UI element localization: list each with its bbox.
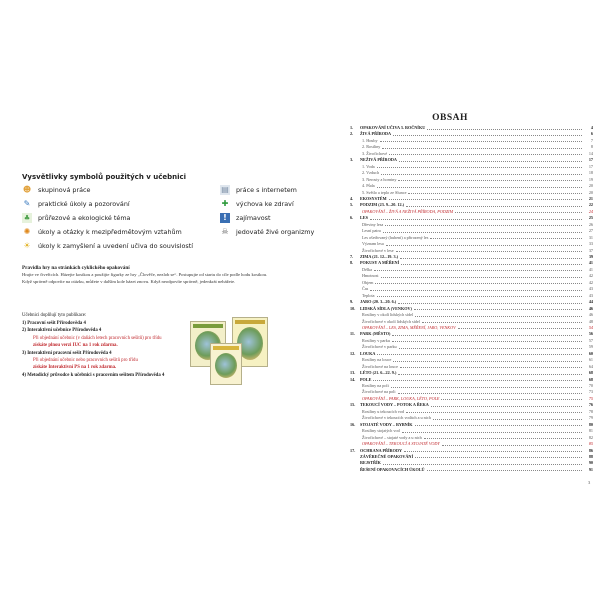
toc-label: OPAKOVÁNÍ – PARK, LOUKA, LÉTO, POLE	[362, 395, 440, 401]
publication-line: 3) Interaktivní pracovní sešit Přírodověda 4	[22, 350, 112, 356]
toc-row	[350, 228, 593, 234]
toc-row	[350, 325, 593, 331]
toc-leader-dots	[400, 254, 582, 259]
toc-leader-dots	[370, 215, 582, 220]
eco-topic-icon: ♣	[23, 214, 31, 222]
toc-label: 2. Vzduch	[362, 170, 380, 176]
toc-page-number: 70	[588, 383, 593, 388]
health-cross-icon: ✚	[221, 199, 229, 208]
toc-label: Živočichové v lese	[362, 247, 394, 253]
toc-label: Živočichové v parku	[362, 344, 397, 350]
toc-leader-dots	[398, 370, 582, 375]
toc-page-number: 17	[588, 157, 593, 163]
toc-page-number: 76	[588, 402, 593, 408]
toc-number: 2.	[350, 131, 354, 137]
toc-label: Rostliny v parku	[362, 337, 390, 343]
toc-label: Živočichové v okolí lidských sídel	[362, 318, 420, 324]
right-page	[300, 0, 600, 600]
toc-label: ŘEŠENÍ OPAKOVACÍCH ÚKOLŮ	[360, 466, 425, 472]
book-cover-guide	[210, 343, 242, 385]
toc-page-number: 57	[588, 337, 593, 343]
legend-item	[22, 226, 182, 238]
toc-label: POKUSY A MĚŘENÍ	[360, 260, 400, 266]
toc-number: 16.	[350, 421, 356, 427]
toc-leader-dots	[377, 163, 582, 168]
toc-page-number: 64	[588, 363, 593, 369]
practical-tasks-icon: ✎	[23, 199, 31, 208]
toc-row	[350, 280, 593, 286]
toc-leader-dots	[415, 312, 582, 317]
toc-leader-dots	[399, 157, 582, 162]
toc-number: 6.	[350, 215, 354, 221]
toc-leader-dots	[375, 279, 582, 284]
toc-page-number: 20	[588, 189, 593, 195]
toc-row	[350, 254, 593, 260]
toc-leader-dots	[377, 292, 583, 297]
legend-label: práce s internetem	[236, 186, 297, 194]
toc-label: Živočichové – stojaté vody a u nich	[362, 434, 422, 440]
toc-leader-dots	[386, 241, 582, 246]
toc-label: Hmotnost	[362, 273, 379, 279]
toc-number: 1.	[350, 125, 354, 130]
toc-row	[350, 435, 593, 441]
toc-label: POLE	[360, 376, 372, 382]
toc-leader-dots	[393, 357, 582, 362]
toc-leader-dots	[389, 195, 582, 200]
toc-row	[350, 248, 593, 254]
toc-row	[350, 331, 593, 337]
toc-label: Čas	[362, 286, 369, 292]
toc-label: 1. Houby	[362, 137, 378, 143]
rules-text: Hrajte ve čtveřicích. Házejte kostkou a použijte figurky ze hry „Člověče, nezlob se“. Postupujte od startu do cíle podle hodu kostkou. Když správně odpovíte na otázku, můžete v dalším kole házet znovu. Když neodpovíte správně, jedenkrát nehážete.	[22, 272, 268, 284]
toc-label: Lesní patra	[362, 228, 381, 234]
toc-page-number: 25	[588, 215, 593, 221]
toc-leader-dots	[455, 208, 582, 213]
reflection-icon: ☀	[23, 241, 31, 250]
toc-row	[350, 364, 593, 370]
toc-page-number: 19	[588, 176, 593, 182]
toc-label: Teplota	[362, 292, 375, 298]
toc-leader-dots	[406, 408, 582, 413]
toc-page-number: 31	[588, 234, 593, 240]
toc-row	[350, 389, 593, 395]
toc-row	[350, 241, 593, 247]
toc-label: LIDSKÁ SÍDLA (VENKOV)	[360, 305, 412, 311]
toc-row	[350, 306, 593, 312]
legend-item	[220, 212, 271, 224]
toc-page-number: 86	[588, 447, 593, 453]
toc-row	[350, 396, 593, 402]
toc-leader-dots	[392, 331, 582, 336]
toc-row	[350, 286, 593, 292]
toc-page-number: 44	[588, 299, 593, 305]
toc-leader-dots	[392, 337, 582, 342]
toc-page-number: 43	[588, 292, 593, 298]
toc-label: ZÁVĚREČNÉ OPAKOVÁNÍ	[360, 453, 414, 459]
legend-item	[220, 198, 294, 210]
toc-row	[350, 422, 593, 428]
toc-label: OPAKOVÁNÍ UČIVA 3. ROČNÍKU	[360, 125, 426, 130]
toc-row	[350, 441, 593, 447]
toc-row	[350, 454, 593, 460]
toc-page-number: 39	[588, 254, 593, 259]
toc-label: Rostliny na poli	[362, 383, 389, 388]
legend-item	[22, 198, 130, 210]
toc-label: Les ošetřovaný (hubení) a přirozený les	[362, 234, 429, 240]
toc-label: LES	[360, 215, 368, 221]
toc-label: Význam lesa	[362, 241, 384, 247]
toc-row	[350, 260, 593, 266]
toc-number: 14.	[350, 376, 356, 382]
toc-number: 15.	[350, 402, 356, 408]
toc-leader-dots	[404, 447, 582, 452]
toc-label: OPAKOVÁNÍ – ŽIVÁ A NEŽIVÁ PŘÍRODA, PODZIM	[362, 208, 454, 214]
toc-page-number: 46	[588, 305, 593, 311]
toc-row	[350, 235, 593, 241]
toc-page-number: 80	[588, 421, 593, 427]
toc-leader-dots	[415, 453, 582, 458]
publication-line: Při objednání učebnic (v daňách letech pracovních sešitů) pro třídu	[33, 335, 162, 341]
fun-fact-icon: !	[220, 213, 230, 223]
toc-page-number: 68	[588, 376, 593, 382]
toc-label: 2. Rostliny	[362, 144, 381, 150]
legend-label: praktické úkoly a pozorování	[38, 200, 130, 208]
legend-label: výchova ke zdraví	[236, 200, 294, 208]
toc-page-number: 81	[588, 428, 593, 434]
toc-page-number: 7	[590, 137, 593, 143]
group-work-icon: ☻	[22, 185, 32, 194]
toc-row	[350, 202, 593, 208]
toc-number: 5.	[350, 202, 354, 208]
toc-row	[350, 357, 593, 363]
legend-label: úkoly k zamyšlení a uvedení učiva do souvislostí	[38, 242, 194, 250]
toc-leader-dots	[370, 286, 582, 291]
toc-row	[350, 402, 593, 408]
toc-leader-dots	[442, 441, 582, 446]
toc-page-number: 41	[588, 266, 593, 272]
book-covers-image	[190, 317, 282, 387]
toc-leader-dots	[381, 170, 582, 175]
toc-leader-dots	[433, 415, 582, 420]
toc-leader-dots	[374, 266, 582, 271]
toc-label: 3. Živočichové	[362, 150, 388, 156]
toc-page-number: 37	[588, 247, 593, 253]
toc-leader-dots	[393, 131, 582, 136]
toc-label: 1. Voda	[362, 163, 375, 169]
toc-number: 7.	[350, 254, 354, 259]
toc-label: 3. Nerosty a horniny	[362, 176, 397, 182]
toc-label: Délka	[362, 266, 372, 272]
toc-row	[350, 299, 593, 305]
toc-page-number: 61	[588, 357, 593, 363]
toc-row	[350, 125, 593, 131]
toc-row	[350, 151, 593, 157]
toc-page-number: 21	[588, 195, 593, 201]
publication-line: 4) Metodický průvodce k učebnici s pracovním sešitem Přírodověda 4	[22, 372, 165, 378]
toc-row	[350, 164, 593, 170]
toc-leader-dots	[381, 273, 582, 278]
toc-label: PARK (MĚSTO)	[360, 331, 391, 337]
toc-leader-dots	[391, 383, 582, 388]
toc-page-number: 42	[588, 279, 593, 285]
publications-intro: Učebnici doplňují tyto publikace:	[22, 313, 87, 318]
toc-page-number: 73	[588, 389, 593, 395]
toc-row	[350, 215, 593, 221]
toc-number: 8.	[350, 260, 354, 266]
toc-label: Živočichové na louce	[362, 363, 399, 369]
toc-page-number: 46	[588, 312, 593, 318]
toc-leader-dots	[414, 305, 582, 310]
publication-line: 2) Interaktivní učebnice Přírodověda 4	[22, 328, 102, 334]
toc-label: Rostliny v okolí lidských sídel	[362, 312, 414, 318]
toc-row	[350, 415, 593, 421]
toc-leader-dots	[422, 318, 582, 323]
toc-page-number: 79	[588, 415, 593, 421]
toc-row	[350, 351, 593, 357]
publication-line: získáte Interaktivní PS na 1 rok zdarma.	[33, 365, 117, 371]
toc-row	[350, 131, 593, 137]
toc-leader-dots	[431, 402, 582, 407]
toc-row	[350, 144, 593, 150]
rules-title: Pravidla hry na stránkách cyklického opakování	[22, 265, 130, 271]
toc-page-number: 59	[588, 344, 593, 350]
toc-row	[350, 319, 593, 325]
toc-leader-dots	[402, 428, 582, 433]
toc-page-number: 54	[588, 324, 593, 330]
toc-row	[350, 377, 593, 383]
toc-row	[350, 183, 593, 189]
toc-page-number: 41	[588, 260, 593, 266]
toc-page-number: 48	[588, 318, 593, 324]
internet-icon: ▤	[221, 185, 229, 194]
toc-label: 4. Půda	[362, 183, 375, 189]
toc-label: Živočichové v tekoucích vodách a u nich	[362, 415, 431, 421]
toc-leader-dots	[385, 221, 582, 226]
publication-line: Při objednání učebnic nebo pracovních sešitů pro třídu	[33, 358, 138, 363]
toc-label: JARO (20. 3.–20. 6.)	[360, 299, 397, 305]
toc-leader-dots	[389, 150, 582, 155]
toc-row	[350, 209, 593, 215]
toc-row	[350, 267, 593, 273]
toc-leader-dots	[424, 434, 582, 439]
toc-page-number: 75	[588, 395, 593, 401]
toc-leader-dots	[427, 466, 582, 471]
toc-label: TEKOUCÍ VODY – POTOK A ŘEKA	[360, 402, 429, 408]
toc-page-number: 33	[588, 241, 593, 247]
toc-number: 9.	[350, 299, 354, 305]
toc-leader-dots	[383, 228, 582, 233]
toc-leader-dots	[399, 344, 582, 349]
publication-line: 1) Pracovní sešit Přírodověda 4	[22, 321, 86, 326]
toc-row	[350, 383, 593, 389]
toc-label: NEŽIVÁ PŘÍRODA	[360, 157, 397, 163]
toc-page-number: 90	[588, 460, 593, 466]
toc-row	[350, 177, 593, 183]
toc-number: 11.	[350, 331, 356, 337]
toc-label: OPAKOVÁNÍ – LES, ZIMA, MĚŘENÍ, JARO, VENKOV	[362, 324, 456, 330]
toc-leader-dots	[415, 421, 582, 426]
toc-number: 10.	[350, 305, 356, 311]
toc-page-number: 43	[588, 286, 593, 292]
toc-row	[350, 344, 593, 350]
legend-label: zajímavost	[236, 214, 271, 222]
toc-row	[350, 338, 593, 344]
toc-page-number: 17	[588, 163, 593, 169]
legend-label: skupinová práce	[38, 186, 91, 194]
toc-page-number: 85	[588, 441, 593, 447]
toc-leader-dots	[408, 189, 582, 194]
legend-label: průřezové a ekologické téma	[38, 214, 131, 222]
toc-leader-dots	[382, 144, 582, 149]
toc-leader-dots	[380, 137, 582, 142]
toc-label: LOUKA	[360, 350, 376, 356]
toc-row	[350, 222, 593, 228]
toc-label: PODZIM (23. 9.–20. 12.)	[360, 202, 405, 208]
toc-page-number: 68	[588, 370, 593, 376]
legend-label: jedovaté živé organizmy	[236, 228, 315, 236]
legend-item	[22, 240, 193, 252]
toc-row	[350, 370, 593, 376]
toc-label: OPAKOVÁNÍ – TEKOUCÍ A STOJATÉ VODY	[362, 441, 440, 447]
toc-page-number: 91	[588, 466, 593, 472]
toc-leader-dots	[430, 234, 582, 239]
toc-label: ŽIVÁ PŘÍRODA	[360, 131, 392, 137]
toc-row	[350, 196, 593, 202]
toc-number: 12.	[350, 350, 356, 356]
page-number: 3	[588, 480, 591, 485]
legend-label: úkoly a otázky k mezipředmětovým vztahům	[38, 228, 182, 236]
toc-leader-dots	[383, 460, 582, 465]
poison-skull-icon: ☠	[221, 227, 229, 236]
toc-leader-dots	[398, 389, 583, 394]
legend-item	[22, 184, 90, 196]
toc-page-number: 88	[588, 453, 593, 459]
toc-label: STOJATÉ VODY – RYBNÍK	[360, 421, 413, 427]
toc-number: 13.	[350, 370, 356, 376]
toc-page-number: 42	[588, 273, 593, 279]
interdisciplinary-icon: ✺	[23, 227, 31, 236]
toc-leader-dots	[398, 176, 582, 181]
toc-page-number: 22	[588, 202, 593, 208]
toc-label: Dřeviny lesa	[362, 221, 384, 227]
toc-label: REJSTŘÍK	[360, 460, 381, 466]
legend-item	[220, 184, 297, 196]
toc-page-number: 56	[588, 331, 593, 337]
toc-label: Rostliny u tekoucích vod	[362, 408, 404, 414]
toc-page-number: 26	[588, 221, 593, 227]
toc-row	[350, 428, 593, 434]
toc-row	[350, 312, 593, 318]
toc-row	[350, 170, 593, 176]
toc-row	[350, 448, 593, 454]
toc-number: 17.	[350, 447, 356, 453]
toc-label: Objem	[362, 279, 374, 285]
toc-leader-dots	[398, 299, 582, 304]
toc-leader-dots	[427, 125, 582, 130]
publication-line: získáte plnou verzi IUC na 1 rok zdarma.	[33, 343, 118, 349]
toc-row	[350, 467, 593, 473]
toc-page-number: 27	[588, 228, 593, 234]
toc-leader-dots	[406, 202, 582, 207]
toc-number: 4.	[350, 195, 354, 201]
toc-page-number: 20	[588, 183, 593, 189]
toc-label: OCHRANA PŘÍRODY	[360, 447, 402, 453]
toc-label: 5. Světlo a teplo ze Slunce	[362, 189, 407, 195]
toc-label: Živočichové na poli	[362, 389, 396, 395]
toc-label: EKOSYSTÉM	[360, 195, 387, 201]
toc-page-number: 8	[590, 144, 593, 150]
toc-leader-dots	[441, 395, 582, 400]
toc-leader-dots	[458, 324, 582, 329]
toc-page-number: 78	[588, 408, 593, 414]
toc-leader-dots	[401, 260, 582, 265]
toc-page-number: 14	[588, 150, 593, 156]
toc-label: Rostliny stojatých vod	[362, 428, 400, 434]
toc-row	[350, 460, 593, 466]
toc-page-number: 82	[588, 434, 593, 440]
toc-label: Rostliny na louce	[362, 357, 392, 363]
toc-row	[350, 190, 593, 196]
toc-leader-dots	[377, 183, 582, 188]
legend-title: Vysvětlivky symbolů použitých v učebnici	[22, 173, 187, 181]
toc-label: ZIMA (21. 12.–19. 3.)	[360, 254, 399, 259]
toc-row	[350, 138, 593, 144]
toc-page-number: 4	[590, 125, 593, 130]
toc-leader-dots	[396, 247, 582, 252]
toc-row	[350, 293, 593, 299]
toc-row	[350, 409, 593, 415]
toc-page-number: 6	[590, 131, 593, 137]
toc-page-number: 60	[588, 350, 593, 356]
toc-page-number: 18	[588, 170, 593, 176]
toc-title: OBSAH	[432, 113, 468, 123]
toc-leader-dots	[373, 376, 582, 381]
toc-leader-dots	[377, 350, 582, 355]
toc-row	[350, 157, 593, 163]
toc-page-number: 24	[588, 208, 593, 214]
toc-row	[350, 273, 593, 279]
toc-leader-dots	[400, 363, 582, 368]
legend-item	[22, 212, 130, 224]
toc-number: 3.	[350, 157, 354, 163]
toc-label: LÉTO (21. 6.–22. 9.)	[360, 370, 397, 376]
